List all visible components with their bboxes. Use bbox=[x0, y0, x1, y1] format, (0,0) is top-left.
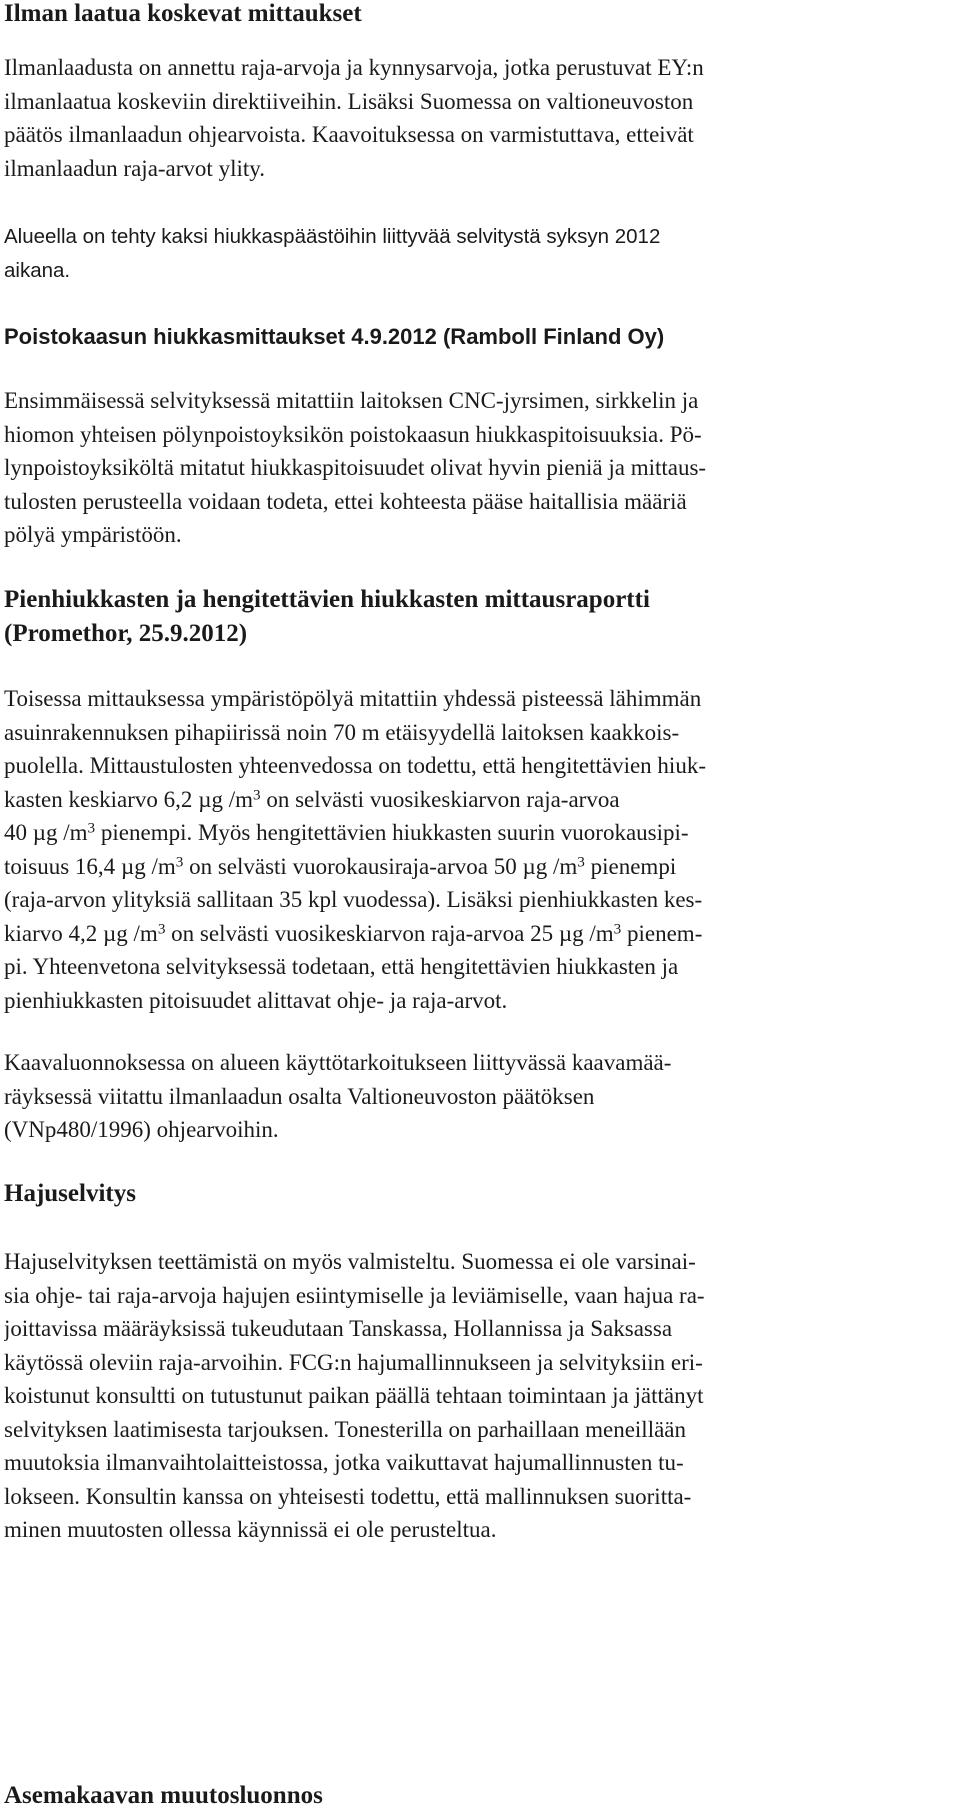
fine-line-3: puolella. Mittaustulosten yhteenvedossa on todettu, että hengitettävien hiuk- bbox=[4, 753, 706, 778]
concentration-unit: µg $/m^3$ bbox=[198, 785, 261, 812]
fine-line-1: Toisessa mittauksessa ympäristöpölyä mitattiin yhdessä pisteessä lähimmän bbox=[4, 686, 702, 711]
odor-line-2: sia ohje- tai raja-arvoja hajujen esiintymiselle ja leviämiselle, vaan hajua ra- bbox=[4, 1282, 705, 1308]
fine-line-7: (raja-arvon ylityksiä sallitaan 35 kpl vuodessa). Lisäksi pienhiukkasten kes- bbox=[4, 887, 703, 912]
exhaust-line-2: hiomon yhteisen pölynpoistoyksikön poistokaasun hiukkaspitoisuuksia. Pö- bbox=[4, 421, 702, 447]
intro-line-2: ilmanlaatua koskeviin direktiiveihin. Lisäksi Suomessa on valtioneuvoston bbox=[4, 88, 694, 114]
exhaust-paragraph bbox=[4, 384, 944, 552]
fine-line-9: pi. Yhteenvetona selvityksessä todetaan, että hengitettävien hiukkasten ja bbox=[4, 954, 679, 979]
surveys-line-1: Alueella on tehty kaksi hiukkaspäästöihin liittyvää selvitystä syksyn 2012 bbox=[4, 225, 661, 248]
surveys-line-2: aikana. bbox=[4, 259, 71, 282]
concentration-unit: µg $/m^3$ bbox=[558, 919, 622, 946]
fine-line-2: asuinrakennuksen pihapiirissä noin 70 m etäisyydellä laitoksen kaakkois- bbox=[4, 719, 680, 745]
heading-fine-particles-line-1: Pienhiukkasten ja hengitettävien hiukkasten mittausraportti bbox=[4, 586, 650, 613]
intro-paragraph bbox=[4, 51, 944, 185]
exhaust-line-1: Ensimmäisessä selvityksessä mitattiin laitoksen CNC-jyrsimen, sirkkelin ja bbox=[4, 388, 699, 413]
fine-particles-paragraph bbox=[4, 682, 944, 1017]
odor-line-1: Hajuselvityksen teettämistä on myös valmisteltu. Suomessa ei ole varsinai- bbox=[4, 1249, 696, 1274]
fine-line-10: pienhiukkasten pitoisuudet alittavat ohje- ja raja-arvot. bbox=[4, 987, 508, 1013]
fine-line-8: kiarvo 4,2 µg $/m^3$ on selvästi vuosikeskiarvon raja-arvoa 25 µg $/m^3$ pienem- bbox=[4, 919, 703, 946]
exhaust-line-5: pölyä ympäristöön. bbox=[4, 522, 182, 547]
concentration-unit: µg $/m^3$ bbox=[103, 919, 166, 946]
heading-odor-survey: Hajuselvitys bbox=[4, 1180, 136, 1207]
odor-line-3: joittavissa määräyksissä tukeudutaan Tanskassa, Hollannissa ja Saksassa bbox=[4, 1316, 673, 1341]
fine-line-4: kasten keskiarvo 6,2 µg $/m^3$ on selvästi vuosikeskiarvon raja-arvoa bbox=[4, 785, 620, 812]
fine-line-5: 40 µg $/m^3$ pienempi. Myös hengitettävien hiukkasten suurin vuorokausipi- bbox=[4, 819, 689, 845]
draft-line-3: (VNp480/1996) ohjearvoihin. bbox=[4, 1117, 279, 1142]
concentration-unit: µg $/m^3$ bbox=[522, 852, 585, 879]
exhaust-line-3: lynpoistoyksiköltä mitatut hiukkaspitoisuudet olivat hyvin pieniä ja mittaus- bbox=[4, 455, 707, 480]
heading-amendment-draft: Asemakaavan muutosluonnos bbox=[4, 1782, 323, 1809]
surveys-paragraph bbox=[4, 220, 944, 288]
intro-line-3: päätös ilmanlaadun ohjearvoista. Kaavoituksessa on varmistuttava, etteivät bbox=[4, 122, 694, 147]
odor-line-7: muutoksia ilmanvaihtolaitteistossa, jotka vaikuttavat hajumallinnusten tu- bbox=[4, 1450, 684, 1475]
concentration-unit: µg $/m^3$ bbox=[32, 819, 96, 845]
odor-line-6: selvityksen laatimisesta tarjouksen. Tonesterilla on parhaillaan meneillään bbox=[4, 1416, 687, 1442]
heading-air-quality-measurements: Ilman laatua koskevat mittaukset bbox=[4, 0, 362, 27]
heading-fine-particles-report bbox=[4, 583, 944, 651]
document-page bbox=[4, 0, 949, 1814]
heading-fine-particles-line-2: (Promethor, 25.9.2012) bbox=[4, 620, 248, 647]
draft-line-2: räyksessä viitattu ilmanlaadun osalta Valtioneuvoston päätöksen bbox=[4, 1083, 595, 1109]
concentration-unit: µg $/m^3$ bbox=[120, 852, 184, 879]
draft-line-1: Kaavaluonnoksessa on alueen käyttötarkoitukseen liittyvässä kaavamää- bbox=[4, 1050, 672, 1075]
fine-line-6: toisuus 16,4 µg $/m^3$ on selvästi vuorokausiraja-arvoa 50 µg $/m^3$ pienempi bbox=[4, 852, 677, 879]
intro-line-4: ilmanlaadun raja-arvot ylity. bbox=[4, 155, 265, 181]
draft-plan-paragraph bbox=[4, 1046, 944, 1147]
odor-line-9: minen muutosten ollessa käynnissä ei ole perusteltua. bbox=[4, 1517, 497, 1542]
intro-line-1: Ilmanlaadusta on annettu raja-arvoja ja kynnysarvoja, jotka perustuvat EY:n bbox=[4, 55, 704, 80]
odor-line-5: koistunut konsultti on tutustunut paikan päällä tehtaan toimintaan ja jättänyt bbox=[4, 1383, 704, 1408]
odor-line-8: lokseen. Konsultin kanssa on yhteisesti todettu, että mallinnuksen suoritta- bbox=[4, 1483, 692, 1509]
heading-exhaust-particle-measurements: Poistokaasun hiukkasmittaukset 4.9.2012 (Ramboll Finland Oy) bbox=[4, 324, 665, 349]
odor-paragraph bbox=[4, 1245, 944, 1547]
exhaust-line-4: tulosten perusteella voidaan todeta, ettei kohteesta pääse haitallisia määriä bbox=[4, 488, 687, 514]
odor-line-4: käytössä oleviin raja-arvoihin. FCG:n hajumallinnukseen ja selvityksiin eri- bbox=[4, 1349, 703, 1375]
